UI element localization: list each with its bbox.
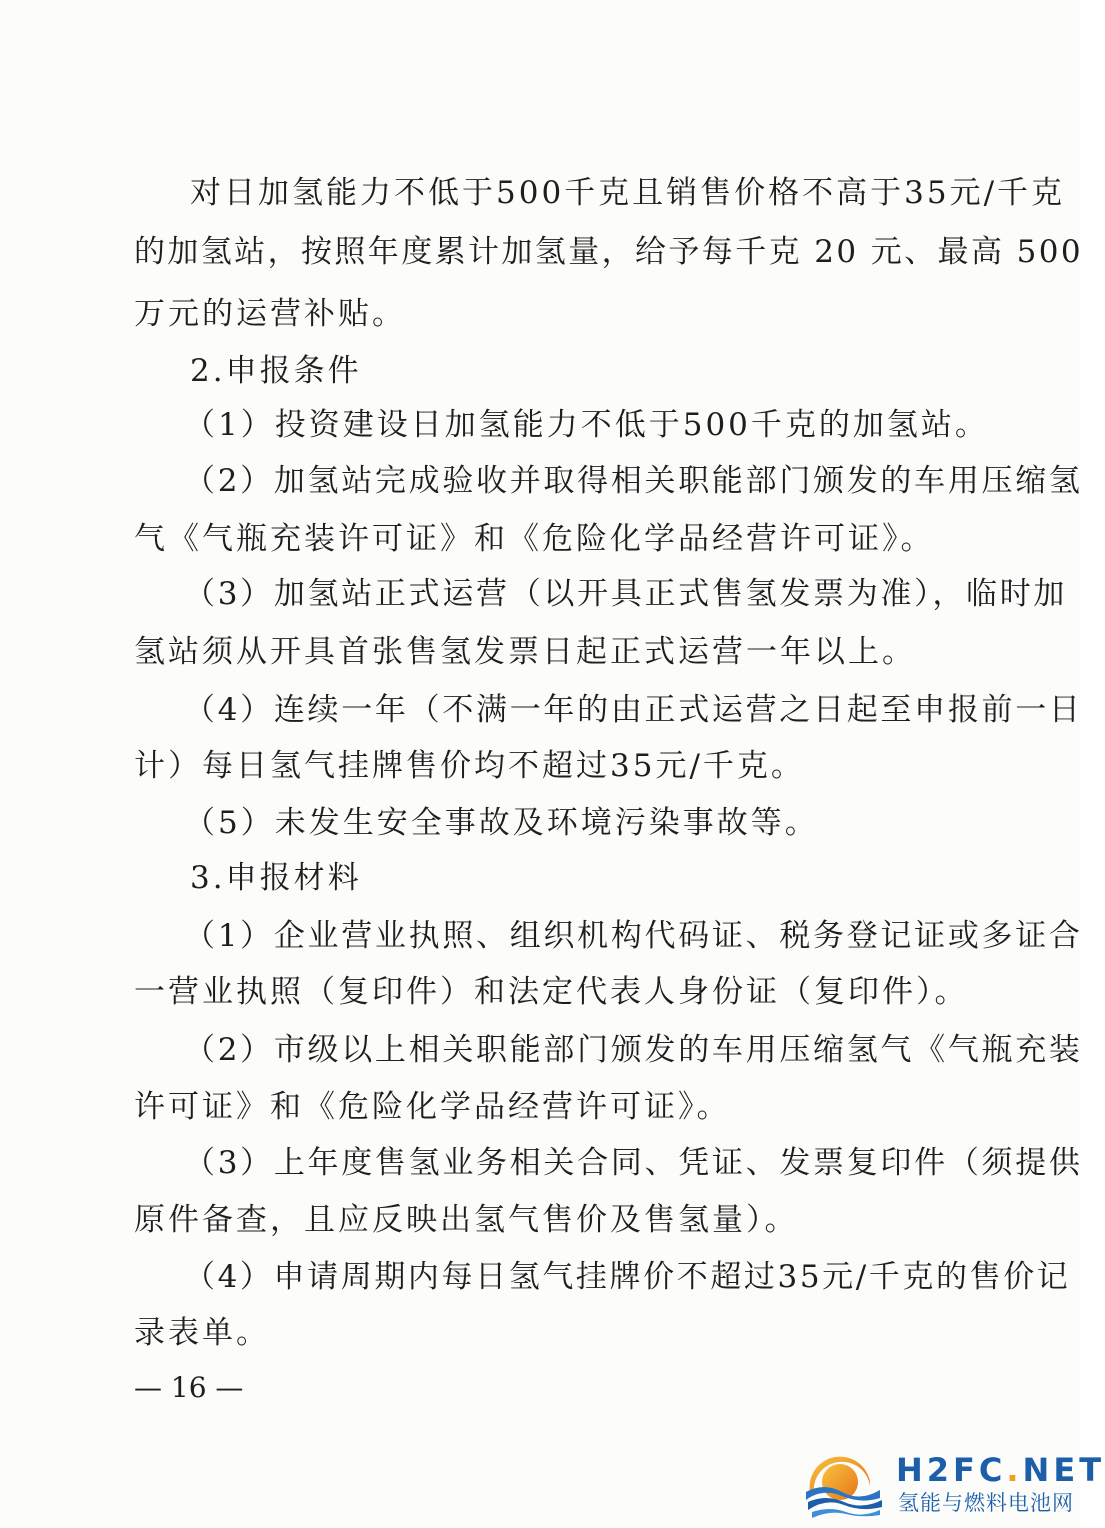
body-line-17: 许可证》和《危险化学品经营许可证》。 (134, 1089, 731, 1125)
watermark-brand: H2FC.NET (896, 1451, 1105, 1489)
body-line-10: （4）连续一年（不满一年的由正式运营之日起至申报前一日 (184, 692, 1083, 728)
body-line-11: 计）每日氢气挂牌售价均不超过35元/千克。 (134, 748, 805, 784)
body-line-21: 录表单。 (134, 1315, 270, 1351)
body-line-14: （1）企业营业执照、组织机构代码证、税务登记证或多证合 (184, 918, 1083, 954)
body-line-6: （2）加氢站完成验收并取得相关职能部门颁发的车用压缩氢 (184, 463, 1083, 499)
body-line-7: 气《气瓶充装许可证》和《危险化学品经营许可证》。 (134, 521, 935, 557)
page-number: — 16 — (134, 1371, 244, 1404)
body-line-19: 原件备查，且应反映出氢气售价及售氢量）。 (134, 1202, 799, 1238)
body-line-8: （3）加氢站正式运营（以开具正式售氢发票为准），临时加 (184, 576, 1068, 612)
body-line-3: 万元的运营补贴。 (134, 296, 406, 332)
body-line-20: （4）申请周期内每日氢气挂牌价不超过35元/千克的售价记 (184, 1259, 1071, 1295)
body-line-2: 的加氢站，按照年度累计加氢量，给予每千克 20 元、最高 500 (134, 234, 1083, 270)
body-line-9: 氢站须从开具首张售氢发票日起正式运营一年以上。 (134, 634, 916, 670)
watermark (800, 1451, 1105, 1518)
section-heading-2: 2.申报条件 (190, 353, 362, 389)
watermark-subtitle: 氢能与燃料电池网 (898, 1491, 1074, 1515)
sun-wave-logo-icon (800, 1452, 886, 1518)
body-line-12: （5）未发生安全事故及环境污染事故等。 (184, 805, 819, 841)
section-heading-3: 3.申报材料 (190, 860, 362, 896)
body-line-15: 一营业执照（复印件）和法定代表人身份证（复印件）。 (134, 974, 969, 1010)
body-line-5: （1）投资建设日加氢能力不低于500千克的加氢站。 (184, 407, 989, 443)
body-line-1: 对日加氢能力不低于500千克且销售价格不高于35元/千克 (190, 175, 1066, 211)
body-line-18: （3）上年度售氢业务相关合同、凭证、发票复印件（须提供 (184, 1145, 1083, 1181)
body-line-16: （2）市级以上相关职能部门颁发的车用压缩氢气《气瓶充装 (184, 1032, 1083, 1068)
